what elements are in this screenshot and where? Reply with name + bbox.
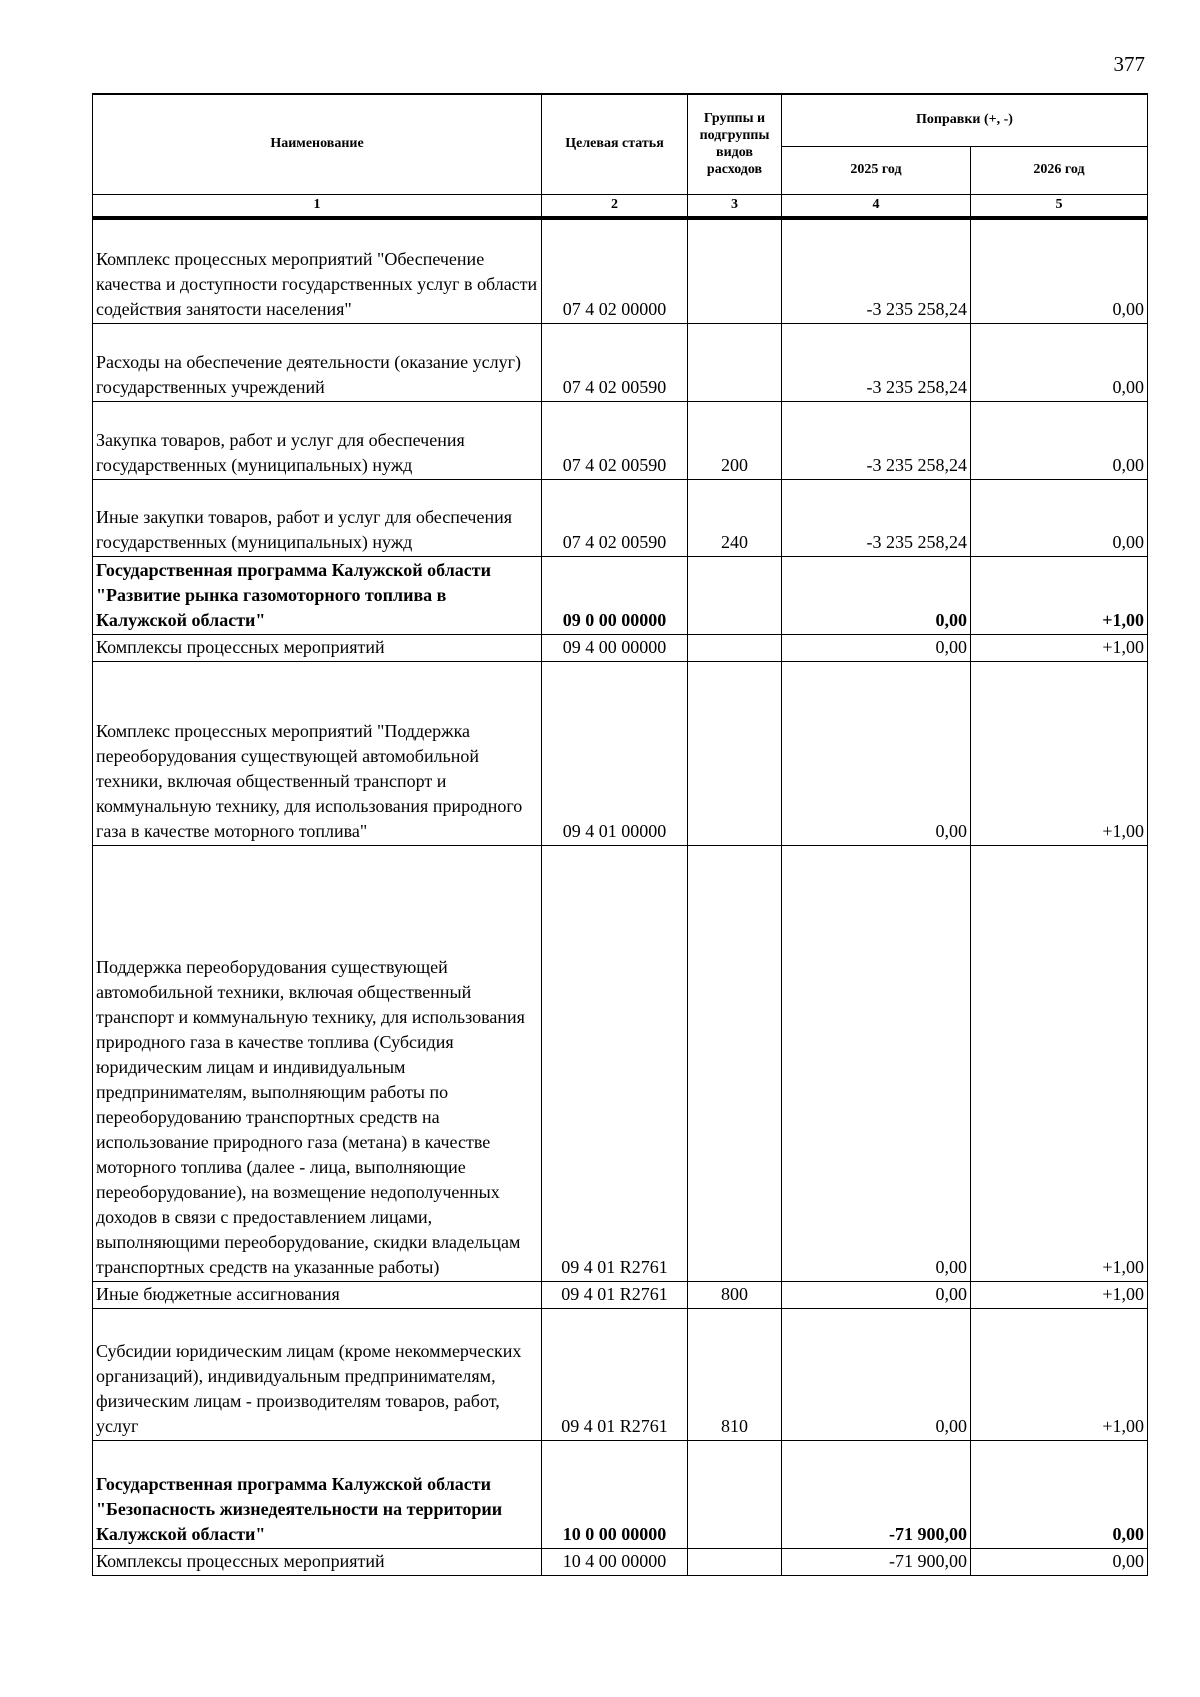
row-name-cell: Расходы на обеспечение деятельности (оказание услуг) государственных учреждений [93, 324, 542, 402]
row-amount-2025-cell: -3 235 258,24 [782, 402, 971, 480]
row-name-cell: Закупка товаров, работ и услуг для обеспечения государственных (муниципальных) нужд [93, 402, 542, 480]
row-amount-2026-cell: +1,00 [971, 846, 1148, 1282]
row-target-article-cell: 09 4 01 R2761 [542, 846, 688, 1282]
table-row [93, 1282, 1148, 1309]
row-name-cell: Комплекс процессных мероприятий "Поддержка переоборудования существующей автомобильной техники, включая общественный транспорт и коммунальную технику, для использования природного газа в качестве моторного топлива" [93, 662, 542, 846]
row-name-cell: Комплексы процессных мероприятий [93, 1549, 542, 1576]
row-name-cell: Субсидии юридическим лицам (кроме некоммерческих организаций), индивидуальным предпринимателям, физическим лицам - производителям товаров, работ, услуг [93, 1309, 542, 1441]
row-amount-2026-cell: +1,00 [971, 1282, 1148, 1309]
row-amount-2026-cell: 0,00 [971, 218, 1148, 324]
row-expense-group-cell [688, 846, 782, 1282]
row-amount-2026-cell: +1,00 [971, 662, 1148, 846]
row-name-cell: Комплекс процессных мероприятий "Обеспечение качества и доступности государственных услуг в области содействия занятости населения" [93, 218, 542, 324]
row-amount-2026-cell: 0,00 [971, 480, 1148, 557]
row-amount-2025-cell: -71 900,00 [782, 1441, 971, 1549]
table-row [93, 324, 1148, 402]
table-row [93, 1441, 1148, 1549]
table-row [93, 557, 1148, 635]
budget-amendments-table [92, 93, 1148, 1576]
row-amount-2026-cell: 0,00 [971, 324, 1148, 402]
table-body [93, 218, 1148, 1576]
column-number-4: 4 [782, 194, 971, 218]
row-expense-group-cell [688, 635, 782, 662]
table-row [93, 402, 1148, 480]
header-target-article: Целевая статья [542, 94, 688, 194]
table-row [93, 1549, 1148, 1576]
row-target-article-cell: 09 0 00 00000 [542, 557, 688, 635]
row-target-article-cell: 07 4 02 00000 [542, 218, 688, 324]
row-target-article-cell: 07 4 02 00590 [542, 324, 688, 402]
row-amount-2025-cell: 0,00 [782, 1282, 971, 1309]
row-amount-2025-cell: -3 235 258,24 [782, 480, 971, 557]
row-target-article-cell: 10 0 00 00000 [542, 1441, 688, 1549]
row-amount-2026-cell: 0,00 [971, 1441, 1148, 1549]
page-number: 377 [1113, 52, 1145, 76]
header-year-2025: 2025 год [782, 146, 971, 194]
header-expense-groups: Группы и подгруппы видов расходов [688, 94, 782, 194]
row-name-cell: Поддержка переоборудования существующей автомобильной техники, включая общественный транспорт и коммунальную технику, для использования природного газа в качестве топлива (Субсидия юридическим лицам и индивидуальным предпринимателям, выполняющим работы по переоборудованию транспортных средств на использование природного газа (метана) в качестве моторного топлива (далее - лица, выполняющие переоборудование), на возмещение недополученных доходов в связи с предоставлением лицами, выполняющими переоборудование, скидки владельцам транспортных средств на указанные работы) [93, 846, 542, 1282]
row-name-cell: Комплексы процессных мероприятий [93, 635, 542, 662]
row-amount-2025-cell: 0,00 [782, 662, 971, 846]
row-target-article-cell: 09 4 01 R2761 [542, 1282, 688, 1309]
row-target-article-cell: 07 4 02 00590 [542, 402, 688, 480]
row-name-cell: Государственная программа Калужской области "Безопасность жизнедеятельности на территории Калужской области" [93, 1441, 542, 1549]
row-expense-group-cell [688, 1549, 782, 1576]
row-amount-2025-cell: 0,00 [782, 1309, 971, 1441]
row-expense-group-cell [688, 557, 782, 635]
row-target-article-cell: 09 4 01 00000 [542, 662, 688, 846]
row-name-cell: Иные бюджетные ассигнования [93, 1282, 542, 1309]
row-expense-group-cell [688, 324, 782, 402]
row-amount-2026-cell: +1,00 [971, 635, 1148, 662]
table-row [93, 480, 1148, 557]
row-expense-group-cell [688, 1441, 782, 1549]
row-expense-group-cell [688, 662, 782, 846]
row-target-article-cell: 09 4 01 R2761 [542, 1309, 688, 1441]
row-amount-2026-cell: 0,00 [971, 1549, 1148, 1576]
row-amount-2025-cell: -3 235 258,24 [782, 324, 971, 402]
row-name-cell: Государственная программа Калужской области "Развитие рынка газомоторного топлива в Калужской области" [93, 557, 542, 635]
row-target-article-cell: 09 4 00 00000 [542, 635, 688, 662]
row-target-article-cell: 10 4 00 00000 [542, 1549, 688, 1576]
row-amount-2025-cell: -71 900,00 [782, 1549, 971, 1576]
row-expense-group-cell: 800 [688, 1282, 782, 1309]
table-row [93, 218, 1148, 324]
row-expense-group-cell: 810 [688, 1309, 782, 1441]
table-row [93, 846, 1148, 1282]
row-amount-2025-cell: 0,00 [782, 635, 971, 662]
column-number-2: 2 [542, 194, 688, 218]
header-name: Наименование [93, 94, 542, 194]
row-expense-group-cell: 200 [688, 402, 782, 480]
row-amount-2026-cell: 0,00 [971, 402, 1148, 480]
row-expense-group-cell [688, 218, 782, 324]
column-number-5: 5 [971, 194, 1148, 218]
table-row [93, 662, 1148, 846]
row-amount-2026-cell: +1,00 [971, 557, 1148, 635]
header-amendments: Поправки (+, -) [782, 94, 1148, 146]
table-row [93, 1309, 1148, 1441]
column-number-1: 1 [93, 194, 542, 218]
column-number-3: 3 [688, 194, 782, 218]
row-target-article-cell: 07 4 02 00590 [542, 480, 688, 557]
header-year-2026: 2026 год [971, 146, 1148, 194]
table-row [93, 635, 1148, 662]
row-amount-2025-cell: 0,00 [782, 846, 971, 1282]
row-amount-2026-cell: +1,00 [971, 1309, 1148, 1441]
row-amount-2025-cell: -3 235 258,24 [782, 218, 971, 324]
row-expense-group-cell: 240 [688, 480, 782, 557]
row-amount-2025-cell: 0,00 [782, 557, 971, 635]
row-name-cell: Иные закупки товаров, работ и услуг для обеспечения государственных (муниципальных) нужд [93, 480, 542, 557]
